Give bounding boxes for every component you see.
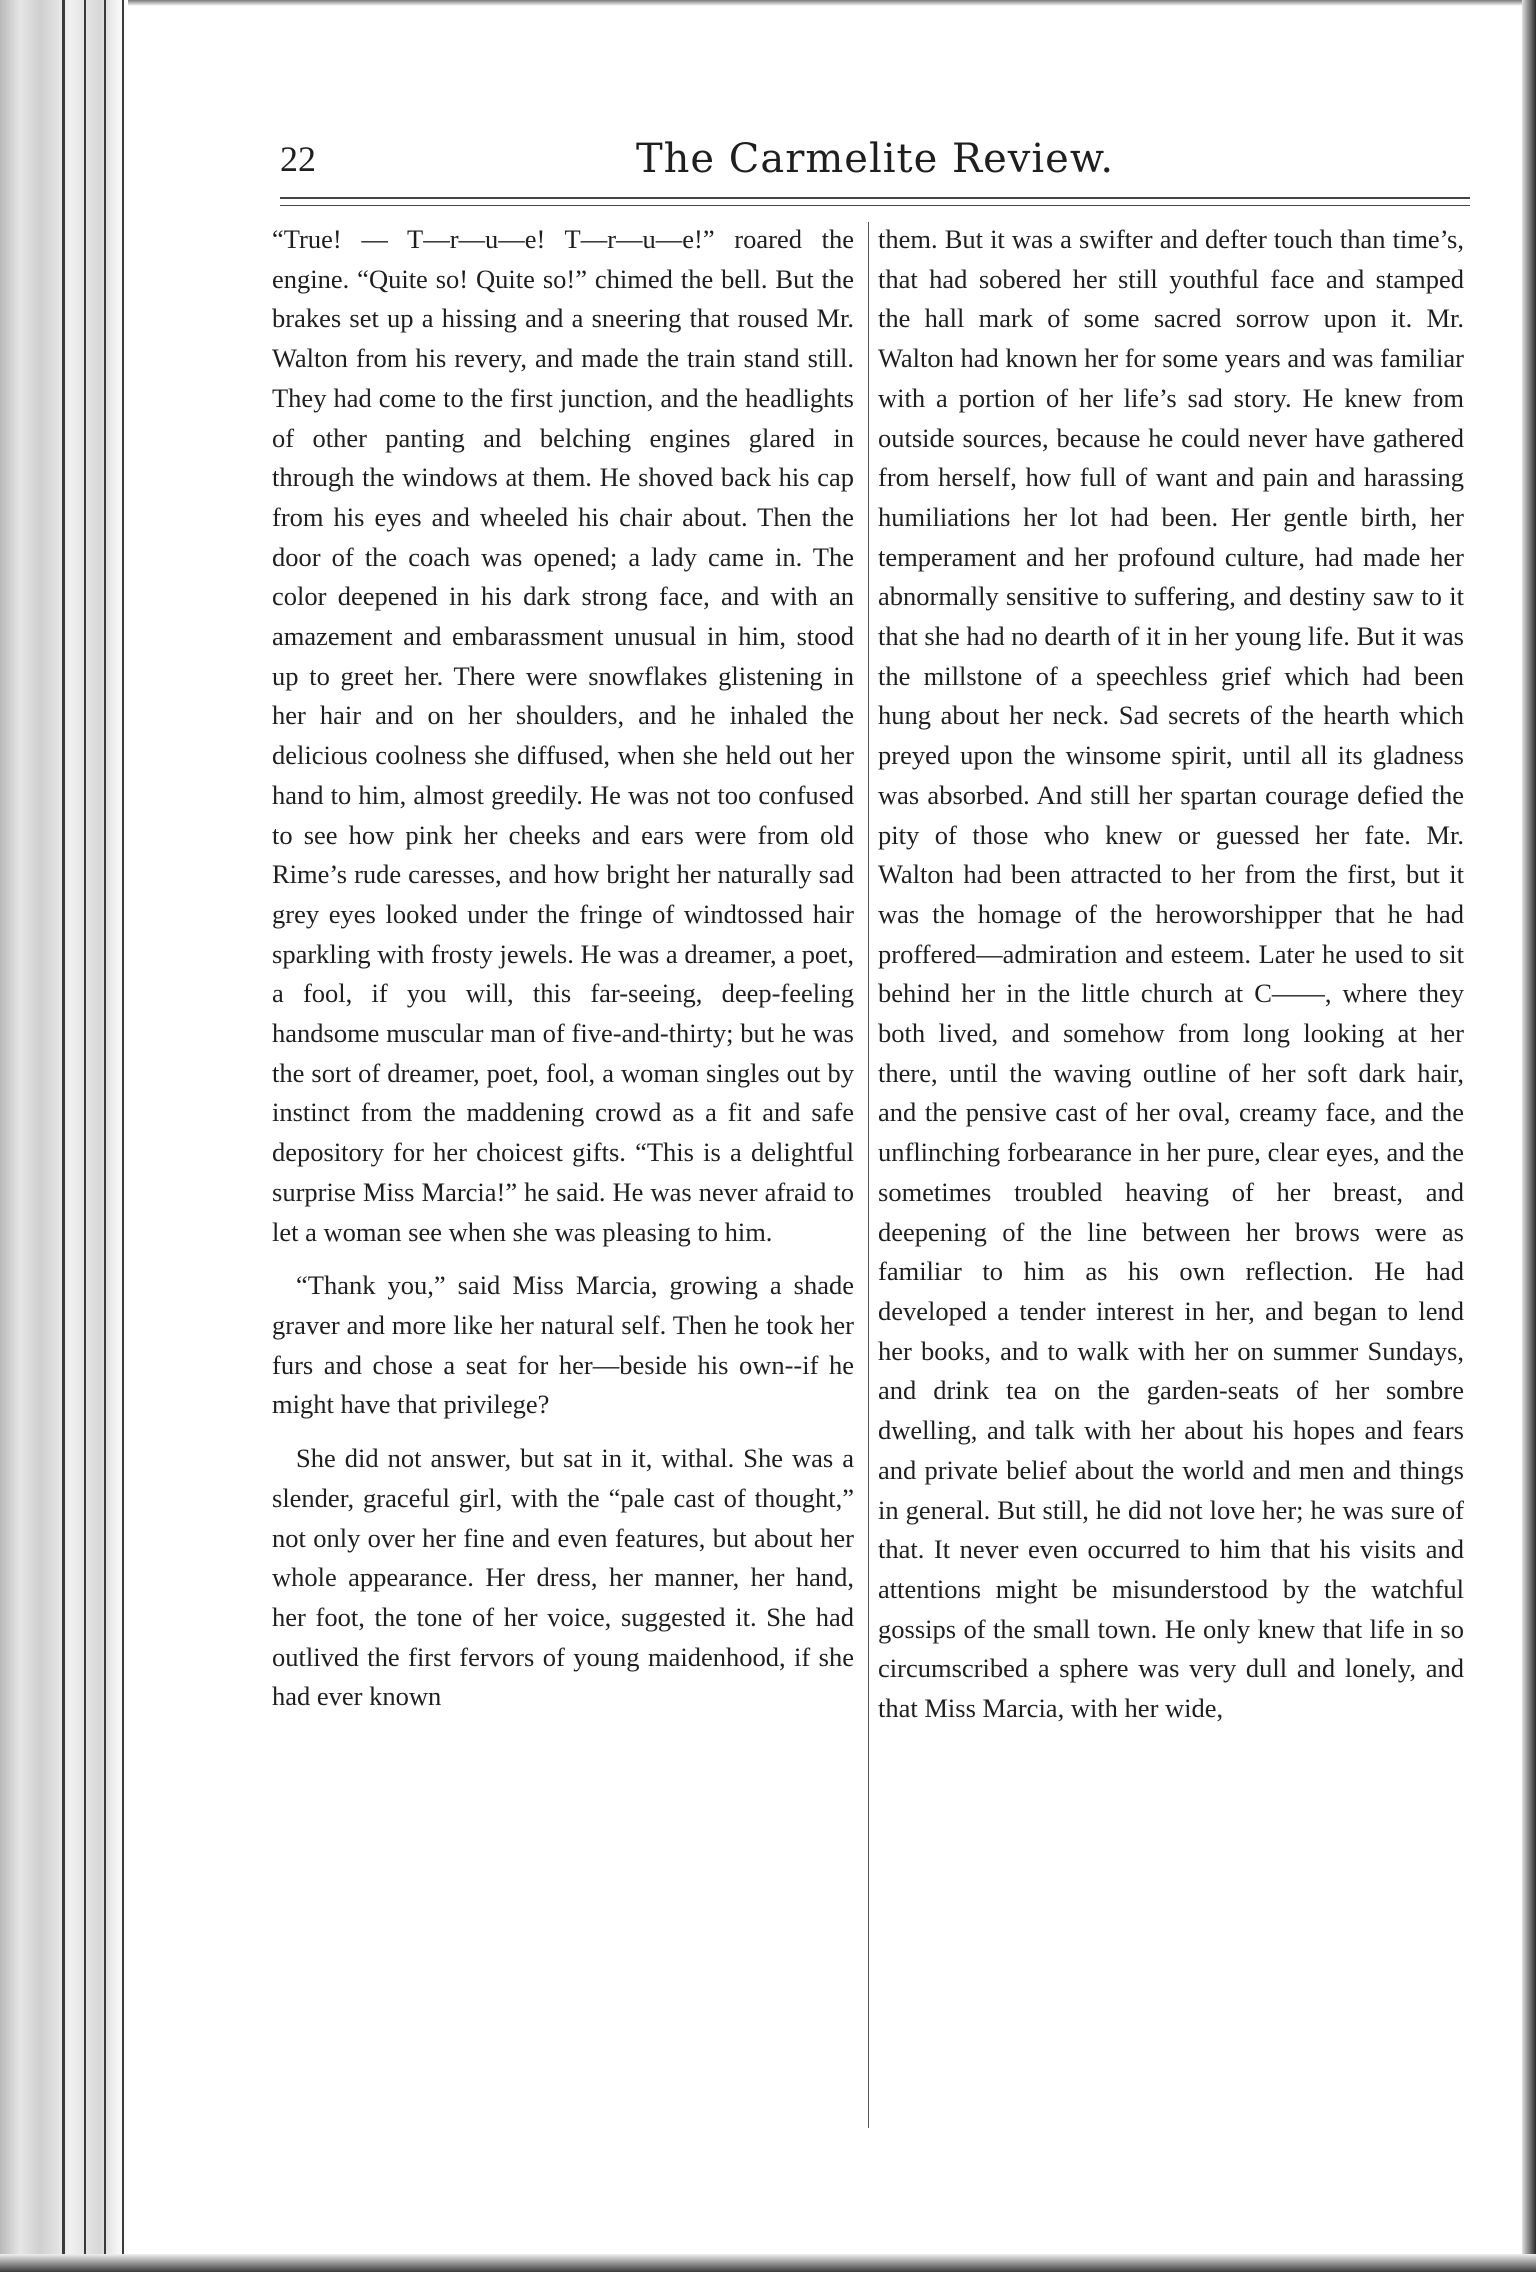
book-binding xyxy=(0,0,128,2272)
page-right-edge xyxy=(1522,0,1536,2272)
journal-title: The Carmelite Review. xyxy=(635,136,1115,182)
page-number: 22 xyxy=(280,139,316,179)
header-rule-thin xyxy=(280,205,1470,206)
header-rule xyxy=(280,197,1470,199)
paragraph: “True! — T—r—u—e! T—r—u—e!” roared the engine. “Quite so! Quite so!” chimed the bell. But the brakes set up a hissing and a sneering that roused Mr. Walton from his revery, and made the train stand still. They had come to the first junction, and the headlights of other panting and belching engines glared in through the windows at them. He shoved back his cap from his eyes and wheeled his chair about. Then the door of the coach was opened; a lady came in. The color deepened in his dark strong face, and with an amazement and embarassment unusual in him, stood up to greet her. There were snowflakes glistening in her hair and on her shoulders, and he inhaled the delicious coolness she diffused, when she held out her hand to him, almost greedily. He was not too confused to see how pink her cheeks and ears were from old Rime’s rude caresses, and how bright her naturally sad grey eyes looked under the fringe of windtossed hair sparkling with frosty jewels. He was a dreamer, a poet, a fool, if you will, this far-seeing, deep-feeling handsome muscular man of five-and-thirty; but he was the sort of dreamer, poet, fool, a woman singles out by instinct from the maddening crowd as a fit and safe depository for her choicest gifts. “This is a delightful surprise Miss Marcia!” he said. He was never afraid to let a woman see when she was pleasing to him. xyxy=(272,224,854,1247)
paragraph: “Thank you,” said Miss Marcia, growing a shade graver and more like her natural self. Then he took her furs and chose a seat for her—beside his own--if he might have that privilege? xyxy=(272,1270,854,1420)
page-bottom-edge xyxy=(0,2254,1536,2272)
text-column-right xyxy=(878,220,1464,1729)
running-head xyxy=(280,132,1470,192)
paragraph: them. But it was a swifter and defter touch than time’s, that had sobered her still youthful face and stamped the hall mark of some sacred sorrow upon it. Mr. Walton had known her for some years and was familiar with a portion of her life’s sad story. He knew from outside sources, because he could never have gathered from herself, how full of want and pain and harassing humiliations her lot had been. Her gentle birth, her temperament and her profound culture, had made her abnormally sensitive to suffering, and destiny saw to it that she had no dearth of it in her young life. But it was the millstone of a speechless grief which had been hung about her neck. Sad secrets of the hearth which preyed upon the winsome spirit, until all its gladness was absorbed. And still her spartan courage defied the pity of those who knew or guessed her fate. Mr. Walton had been attracted to her from the first, but it was the homage of the heroworshipper that he had proffered—admiration and esteem. Later he used to sit behind her in the little church at C——, where they both lived, and somehow from long looking at her there, until the waving outline of her soft dark hair, and the pensive cast of her oval, creamy face, and the unflinching forbearance in her pure, clear eyes, and the sometimes troubled heaving of her breast, and deepening of the line between her brows were as familiar to him as his own reflection. He had developed a tender interest in her, and began to lend her books, and to walk with her on summer Sundays, and drink tea on the garden-seats of her sombre dwelling, and talk with her about his hopes and fears and private belief about the world and men and things in general. But still, he did not love her; he was sure of that. It never even occurred to him that his visits and attentions might be misunderstood by the watchful gossips of the small town. He only knew that life in so circumscribed a sphere was very dull and lonely, and that Miss Marcia, with her wide, xyxy=(878,224,1464,1724)
column-divider xyxy=(868,222,869,2128)
page-top-edge xyxy=(0,0,1536,6)
paragraph: She did not answer, but sat in it, withal. She was a slender, graceful girl, with the “pale cast of thought,” not only over her fine and even features, but about her whole appearance. Her dress, her manner, her hand, her foot, the tone of her voice, suggested it. She had outlived the first fervors of young maidenhood, if she had ever known xyxy=(272,1443,854,1712)
text-column-left xyxy=(272,220,854,1717)
